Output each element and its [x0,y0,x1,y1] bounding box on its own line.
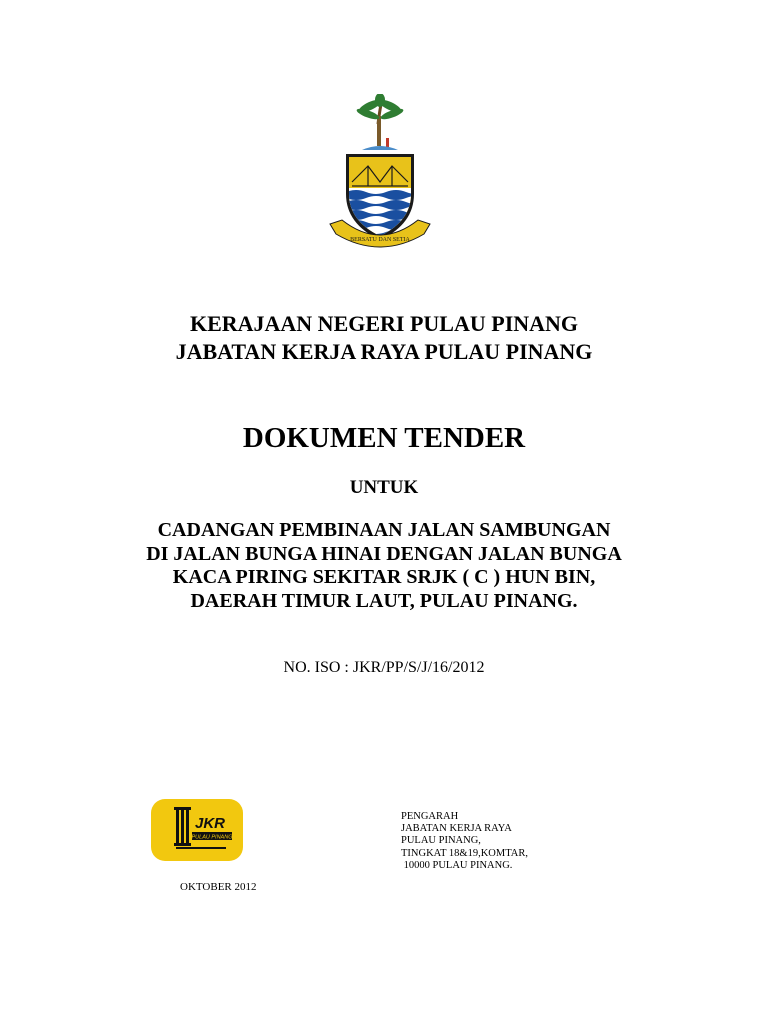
svg-text:PULAU PINANG: PULAU PINANG [191,834,233,841]
address-line: JABATAN KERJA RAYA [401,823,512,835]
state-government-heading: KERAJAAN NEGERI PULAU PINANG [189,311,579,336]
iso-number: NO. ISO : JKR/PP/S/J/16/2012 [283,659,485,676]
address-line: 10000 PULAU PINANG. [401,859,513,871]
project-title [0,519,768,613]
address-line: PENGARAH [401,811,459,822]
address-line: TINGKAT 18&19,KOMTAR, [401,847,529,859]
svg-text:BERSATU DAN SETIA: BERSATU DAN SETIA [350,237,410,243]
untuk-label: UNTUK [349,477,419,498]
svg-text:JKR: JKR [194,815,226,832]
project-title-line: CADANGAN PEMBINAAN JALAN SAMBUNGAN [157,519,611,541]
document-date: OKTOBER 2012 [180,881,257,893]
project-title-line: DAERAH TIMUR LAUT, PULAU PINANG. [190,589,578,612]
penang-crest-logo [326,94,434,254]
document-title: DOKUMEN TENDER [242,422,526,454]
project-title-line: DI JALAN BUNGA HINAI DENGAN JALAN BUNGA [146,542,622,565]
department-heading: JABATAN KERJA RAYA PULAU PINANG [175,339,593,364]
project-title-line: KACA PIRING SEKITAR SRJK ( C ) HUN BIN, [172,566,596,588]
director-address [401,811,528,872]
jkr-logo [148,795,246,865]
address-line: PULAU PINANG, [401,835,481,847]
